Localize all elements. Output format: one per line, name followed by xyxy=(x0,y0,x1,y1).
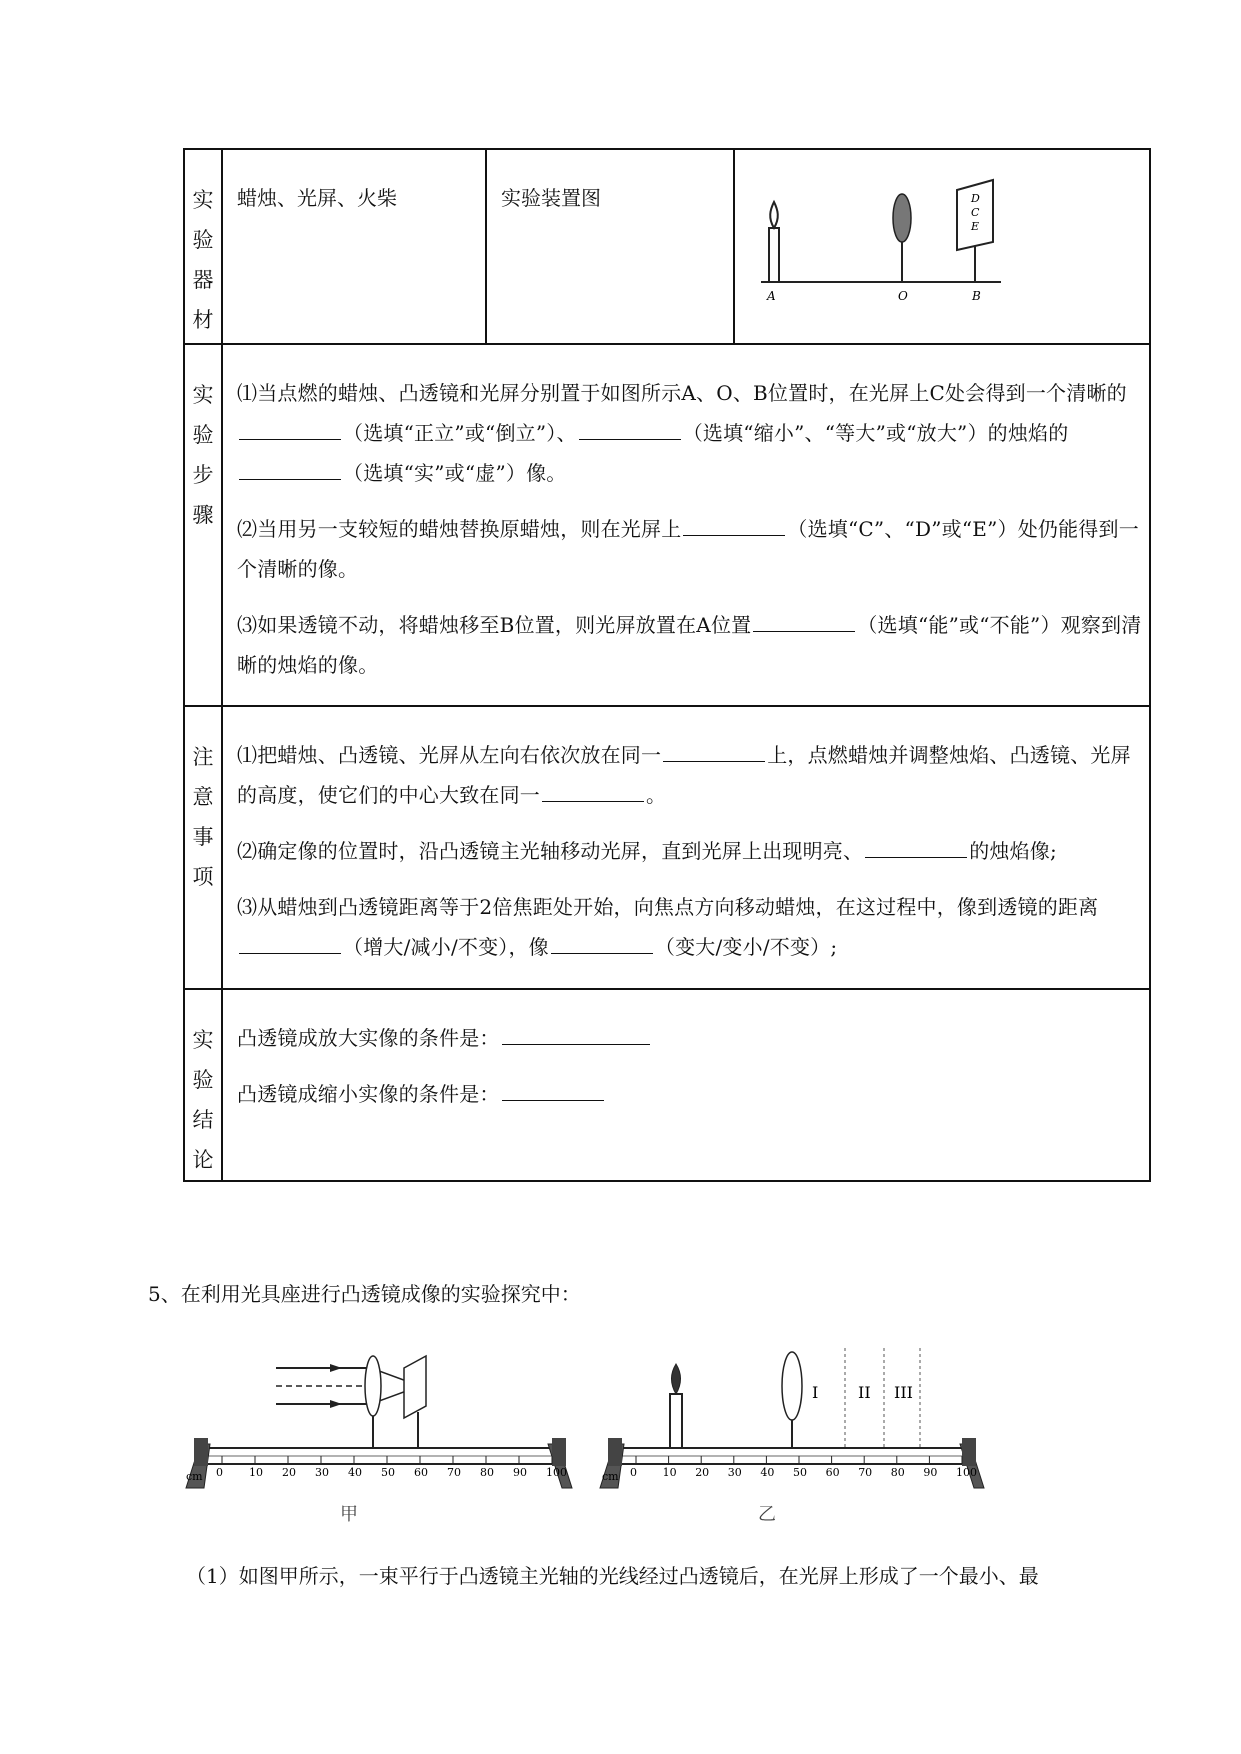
row-notes xyxy=(184,706,1150,989)
step-1: ⑴当点燃的蜡烛、凸透镜和光屏分别置于如图所示A、O、B位置时，在光屏上C处会得到一个清晰的（选填“正立”或“倒立”）、 （选填“缩小”、“等大”或“放大”）的烛焰的（选填“实”或“虚”）像。 xyxy=(237,381,1127,485)
blank-height[interactable] xyxy=(542,800,644,802)
tick-label: 40 xyxy=(348,1466,362,1479)
blank-image-size-change[interactable] xyxy=(551,952,653,954)
bench-left xyxy=(186,1356,572,1488)
row-conclusion xyxy=(184,989,1150,1181)
device-diagram-cell xyxy=(734,149,1150,344)
blank-line[interactable] xyxy=(663,760,765,762)
tick-label: 0 xyxy=(630,1466,637,1479)
caption-left: 甲 xyxy=(340,1504,358,1525)
unit-left: cm xyxy=(186,1470,203,1483)
blank-size[interactable] xyxy=(579,438,681,440)
tick-label: 80 xyxy=(480,1466,494,1479)
point-b: B xyxy=(972,289,981,303)
row-equipment xyxy=(184,149,1150,344)
unit-right: cm xyxy=(602,1470,619,1483)
point-a: A xyxy=(767,289,776,303)
blank-reduced-condition[interactable] xyxy=(502,1099,604,1101)
row-steps xyxy=(184,344,1150,706)
blank-real-virtual[interactable] xyxy=(239,478,341,480)
point-o: O xyxy=(898,289,908,303)
lens-setup-diagram xyxy=(735,150,1153,339)
notes-content xyxy=(222,706,1150,989)
question-5-sub-1: （1）如图甲所示，一束平行于凸透镜主光轴的光线经过凸透镜后，在光屏上形成了一个最小、最 xyxy=(186,1564,1039,1588)
tick-label: 80 xyxy=(890,1466,905,1479)
tick-label: 60 xyxy=(825,1466,840,1479)
tick-label: 10 xyxy=(249,1466,263,1479)
tick-label: 70 xyxy=(858,1466,873,1479)
region-3: III xyxy=(894,1383,913,1402)
question-5-title: 5、在利用光具座进行凸透镜成像的实验探究中： xyxy=(148,1282,581,1306)
tick-label: 90 xyxy=(923,1466,938,1479)
blank-distance-change[interactable] xyxy=(239,952,341,954)
tick-label: 100 xyxy=(956,1466,977,1479)
note-1: ⑴把蜡烛、凸透镜、光屏从左向右依次放在同一 上，点燃蜡烛并调整烛焰、凸透镜、光屏的高度，使它们的中心大致在同一 。 xyxy=(237,743,1131,807)
tick-label: 30 xyxy=(727,1466,742,1479)
screen-mark-e: E xyxy=(971,220,980,233)
conclusion-content xyxy=(222,989,1150,1181)
label-conclusion: 实 验 结 论 xyxy=(184,989,222,1181)
equipment-cell xyxy=(222,149,486,344)
step-3: ⑶如果透镜不动，将蜡烛移至B位置，则光屏放置在A位置 （选填“能”或“不能”）观察到清晰的烛焰的像。 xyxy=(237,613,1142,677)
blank-can-observe[interactable] xyxy=(753,630,855,632)
tick-label: 0 xyxy=(216,1466,223,1479)
note-3: ⑶从蜡烛到凸透镜距离等于2倍焦距处开始，向焦点方向移动蜡烛，在这过程中，像到透镜的距离（增大/减小/不变），像 （变大/变小/不变）; xyxy=(237,895,1099,959)
tick-label: 70 xyxy=(447,1466,461,1479)
tick-label: 60 xyxy=(414,1466,428,1479)
label-equipment: 实 验 器 材 xyxy=(184,149,222,344)
tick-label: 100 xyxy=(546,1466,567,1479)
device-title: 实验装置图 xyxy=(501,186,601,210)
blank-clear[interactable] xyxy=(865,856,967,858)
tick-label: 30 xyxy=(315,1466,329,1479)
tick-label: 50 xyxy=(381,1466,395,1479)
tick-label: 20 xyxy=(695,1466,710,1479)
bench-right xyxy=(600,1348,984,1488)
tick-label: 50 xyxy=(793,1466,807,1479)
region-1: I xyxy=(812,1383,819,1402)
label-steps: 实 验 步 骤 xyxy=(184,344,222,706)
tick-label: 90 xyxy=(513,1466,527,1479)
experiment-table xyxy=(183,148,1151,1182)
label-notes: 注 意 事 项 xyxy=(184,706,222,989)
screen-mark-c: C xyxy=(971,206,980,219)
conclusion-1: 凸透镜成放大实像的条件是： xyxy=(237,1018,1149,1058)
step-2: ⑵当用另一支较短的蜡烛替换原蜡烛，则在光屏上 （选填“C”、“D”或“E”）处仍能得到一个清晰的像。 xyxy=(237,517,1139,581)
tick-label: 20 xyxy=(282,1466,296,1479)
conclusion-2: 凸透镜成缩小实像的条件是： xyxy=(237,1074,1149,1114)
equipment-items: 蜡烛、光屏、火柴 xyxy=(237,186,397,210)
caption-right: 乙 xyxy=(758,1504,776,1525)
note-2: ⑵确定像的位置时，沿凸透镜主光轴移动光屏，直到光屏上出现明亮、 的烛焰像; xyxy=(237,839,1057,863)
steps-content xyxy=(222,344,1150,706)
blank-upright-inverted[interactable] xyxy=(239,438,341,440)
optical-bench-figures xyxy=(170,1340,1230,1530)
blank-magnified-condition[interactable] xyxy=(502,1043,650,1045)
device-title-cell xyxy=(486,149,734,344)
screen-mark-d: D xyxy=(971,192,980,205)
region-2: II xyxy=(858,1383,871,1402)
tick-label: 10 xyxy=(662,1466,677,1479)
blank-screen-position[interactable] xyxy=(683,534,785,536)
tick-label: 40 xyxy=(760,1466,775,1479)
